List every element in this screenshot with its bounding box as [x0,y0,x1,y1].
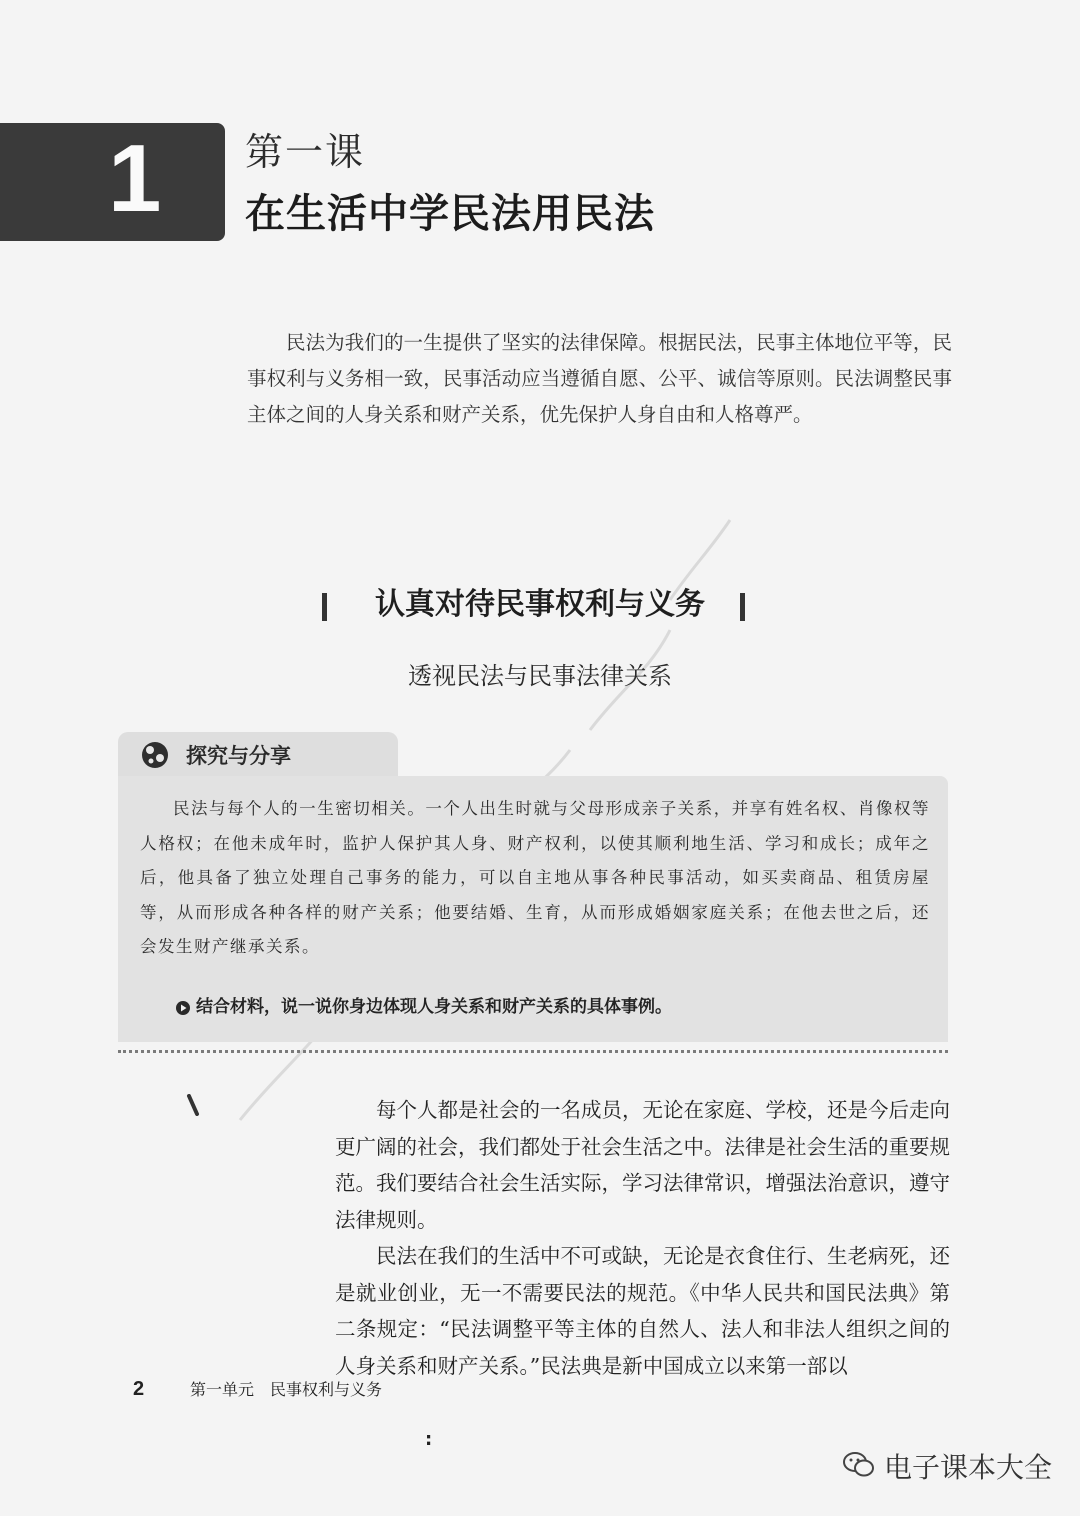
lesson-label: 第一课 [245,130,366,174]
section-bar-left [322,593,327,621]
subsection-title: 透视民法与民事法律关系 [408,662,672,690]
body-paragraph-1: 每个人都是社会的一名成员，无论在家庭、学校，还是今后走向更广阔的社会，我们都处于社会生活之中。法律是社会生活的重要规范。我们要结合社会生活实际，学习法律常识，增强法治意识，遵守法律规则。 [335,1098,950,1232]
lesson-title: 在生活中学民法用民法 [245,191,655,237]
footer-colon: : [425,1429,433,1450]
explore-prompt: 结合材料，说一说你身边体现人身关系和财产关系的具体事例。 [196,997,672,1017]
explore-title: 探究与分享 [186,744,291,768]
body-paragraph-2: 民法在我们的生活中不可或缺，无论是衣食住行、生老病死，还是就业创业，无一不需要民法的规范。《中华人民共和国民法典》第二条规定：“民法调整平等主体的自然人、法人和非法人组织之间的人身关系和财产关系。”民法典是新中国成立以来第一部以 [335,1244,950,1378]
section-heading: 认真对待民事权利与义务 [375,587,705,622]
page-number: 2 [133,1378,145,1400]
dotted-divider [118,1050,948,1053]
chapter-number: 1 [108,125,162,232]
intro-paragraph: 民法为我们的一生提供了坚实的法律保障。根据民法，民事主体地位平等，民事权利与义务相一致，民事活动应当遵循自愿、公平、诚信等原则。民法调整民事主体之间的人身关系和财产关系，优先保护人身自由和人格尊严。 [247,331,952,426]
explore-body: 民法与每个人的一生密切相关。一个人出生时就与父母形成亲子关系，并享有姓名权、肖像权等人格权；在他未成年时，监护人保护其人身、财产权利，以使其顺利地生活、学习和成长；成年之后，他具备了独立处理自己事务的能力，可以自主地从事各种民事活动，如买卖商品、租赁房屋等，从而形成各种各样的财产关系；他要结婚、生育，从而形成婚姻家庭关系；在他去世之后，还会发生财产继承关系。 [140,799,930,956]
wechat-icon [842,1450,876,1480]
watermark-text: 电子课本大全 [884,1451,1053,1484]
section-bar-right [740,593,745,621]
globe-share-icon [140,740,170,770]
chapter-number-block [0,123,225,241]
pen-mark-icon [186,1094,200,1116]
unit-label: 第一单元 民事权利与义务 [190,1380,383,1399]
play-arrow-icon [176,1001,190,1015]
